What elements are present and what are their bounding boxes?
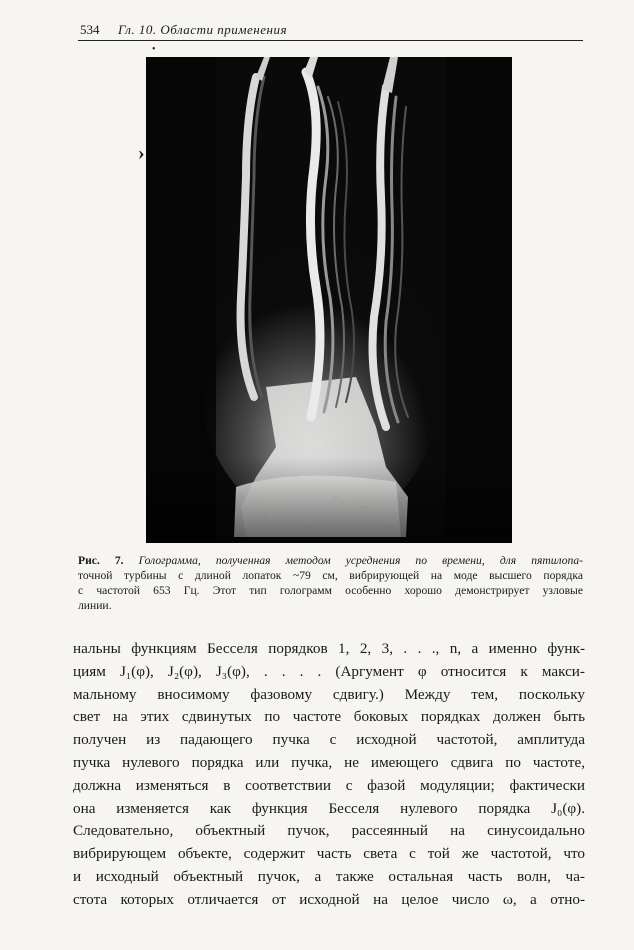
body-line: Следовательно, объектный пучок, рассеянный на синусоидально [73, 822, 585, 840]
figure-caption [78, 553, 583, 613]
body-line: нальны функциям Бесселя порядков 1, 2, 3, . . ., n, а именно функ- [73, 640, 585, 657]
caption-italic: Голограмма, полученная методом усреднения по времени, для пятилопа- [138, 554, 583, 567]
running-head: Гл. 10. Области применения [118, 22, 287, 37]
caption-line-4: линии. [78, 599, 112, 612]
hologram-image [146, 57, 512, 543]
body-text [73, 638, 585, 912]
page-header [78, 20, 583, 41]
body-line: она изменяется как функция Бесселя нулевого порядка J₀(φ). [73, 799, 585, 817]
page-number: 534 [80, 22, 100, 37]
body-line: и исходный объектный пучок, а также остальная часть волн, ча- [73, 867, 585, 885]
body-line: получен из падающего пучка с исходной частотой, амплитуда [73, 731, 585, 749]
body-line: циям J₁(φ), J₂(φ), J₃(φ), . . . . (Аргумент φ относится к макси- [73, 662, 585, 680]
body-line: пучка нулевого порядка или пучка, не имеющего сдвига по частоте, [73, 753, 585, 771]
margin-bracket-icon: › [138, 142, 145, 164]
caption-line-2: точной турбины с длиной лопаток ~79 см, вибрирующей на моде высшего порядка [78, 569, 583, 582]
body-line: должна изменяться в соответствии с фазой модуляции; фактически [73, 776, 585, 794]
body-line: свет на этих сдвинутых по частоте боковых порядках должен быть [73, 708, 585, 726]
body-line: вибрирующем объекте, содержит часть света с той же частотой, что [73, 845, 585, 863]
body-line: мальному вносимому фазовому сдвигу.) Между тем, поскольку [73, 685, 585, 703]
caption-line-3: с частотой 653 Гц. Этот тип голограмм особенно хорошо демонстрирует узловые [78, 584, 583, 597]
caption-label: Рис. 7. [78, 554, 124, 567]
margin-tick-icon: • [152, 44, 156, 55]
body-line: стота которых отличается от исходной на целое число ω, а отно- [73, 890, 585, 908]
hologram-figure [146, 57, 512, 543]
